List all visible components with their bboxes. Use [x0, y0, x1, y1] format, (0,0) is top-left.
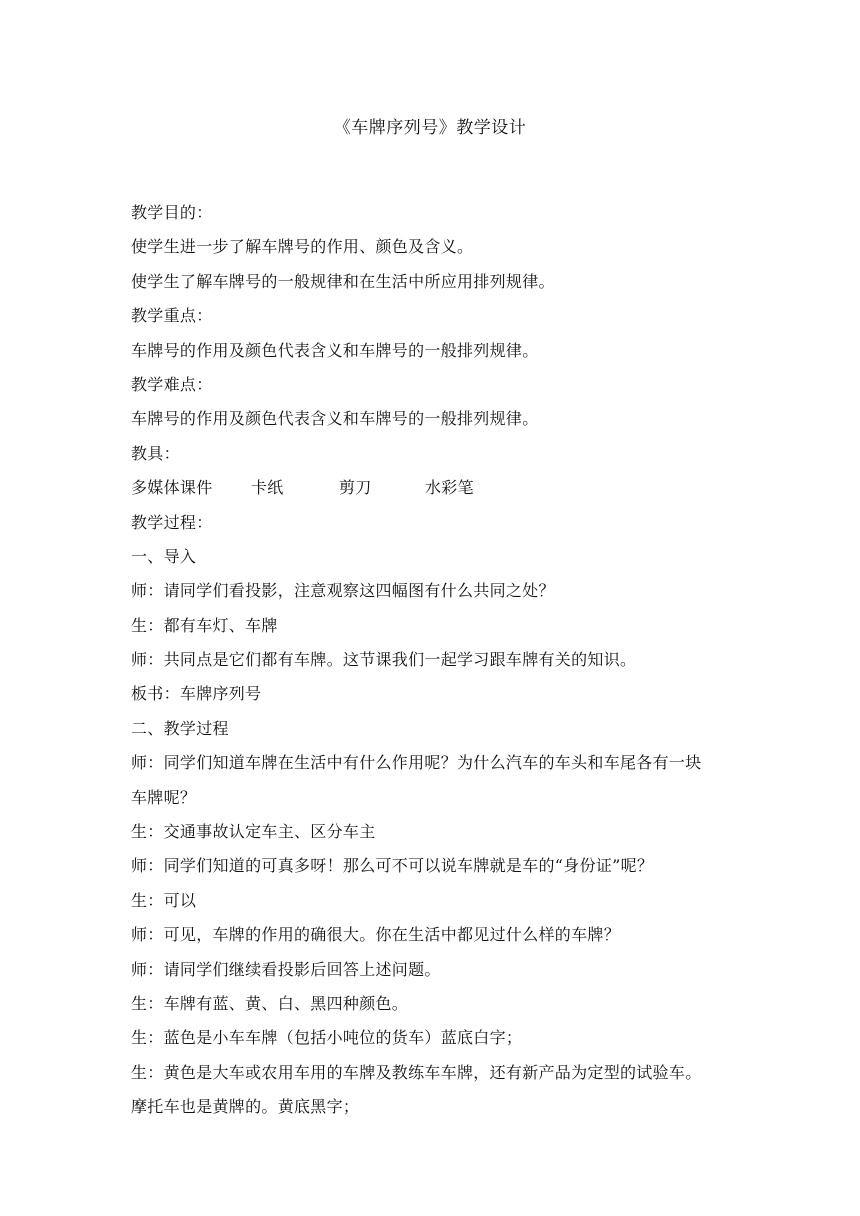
heading-teaching-process: 教学过程： [131, 512, 213, 532]
section-introduction: 一、导入 [131, 546, 197, 566]
heading-key-points: 教学重点： [131, 306, 213, 326]
paragraph-line: 师：请同学们看投影，注意观察这四幅图有什么共同之处？ [131, 581, 555, 601]
heading-teaching-aids: 教具： [131, 443, 180, 463]
teaching-aid-item: 多媒体课件 [131, 478, 213, 498]
objective-line-1: 使学生进一步了解车牌号的作用、颜色及含义。 [131, 237, 474, 257]
paragraph-line: 生：车牌有蓝、黄、白、黑四种颜色。 [131, 993, 409, 1013]
paragraph-line: 师：可见，车牌的作用的确很大。你在生活中都见过什么样的车牌？ [131, 925, 621, 945]
teaching-aids-list [131, 471, 741, 505]
paragraph-line: 生：都有车灯、车牌 [131, 615, 278, 635]
document-title: 《车牌序列号》教学设计 [333, 118, 527, 138]
difficulties-line: 车牌号的作用及颜色代表含义和车牌号的一般排列规律。 [131, 409, 539, 429]
key-points-line: 车牌号的作用及颜色代表含义和车牌号的一般排列规律。 [131, 340, 539, 360]
paragraph-line: 生：蓝色是小车车牌（包括小吨位的货车）蓝底白字； [131, 1028, 523, 1048]
heading-objectives: 教学目的： [131, 203, 213, 222]
paragraph-line: 师：同学们知道车牌在生活中有什么作用呢？为什么汽车的车头和车尾各有一块 [131, 753, 702, 773]
paragraph-line: 生：交通事故认定车主、区分车主 [131, 822, 376, 842]
objective-line-2: 使学生了解车牌号的一般规律和在生活中所应用排列规律。 [131, 271, 555, 291]
document-body [131, 196, 741, 1125]
paragraph-line: 板书：车牌序列号 [131, 684, 262, 704]
paragraph-line: 摩托车也是黄牌的。黄底黑字； [131, 1097, 360, 1117]
heading-difficulties: 教学难点： [131, 374, 213, 394]
paragraph-line: 车牌呢？ [131, 787, 197, 807]
paragraph-line: 师：共同点是它们都有车牌。这节课我们一起学习跟车牌有关的知识。 [131, 650, 637, 670]
paragraph-line: 生：黄色是大车或农用车用的车牌及教练车车牌，还有新产品为定型的试验车。 [131, 1062, 702, 1082]
teaching-aid-item: 剪刀 [339, 478, 372, 498]
paragraph-line: 生：可以 [131, 890, 197, 910]
paragraph-line: 师：同学们知道的可真多呀！那么可不可以说车牌就是车的“身份证”呢？ [131, 856, 654, 876]
teaching-aid-item: 卡纸 [251, 478, 284, 498]
teaching-aid-item: 水彩笔 [425, 478, 474, 498]
section-teaching-process: 二、教学过程 [131, 718, 229, 738]
paragraph-line: 师：请同学们继续看投影后回答上述问题。 [131, 959, 441, 979]
